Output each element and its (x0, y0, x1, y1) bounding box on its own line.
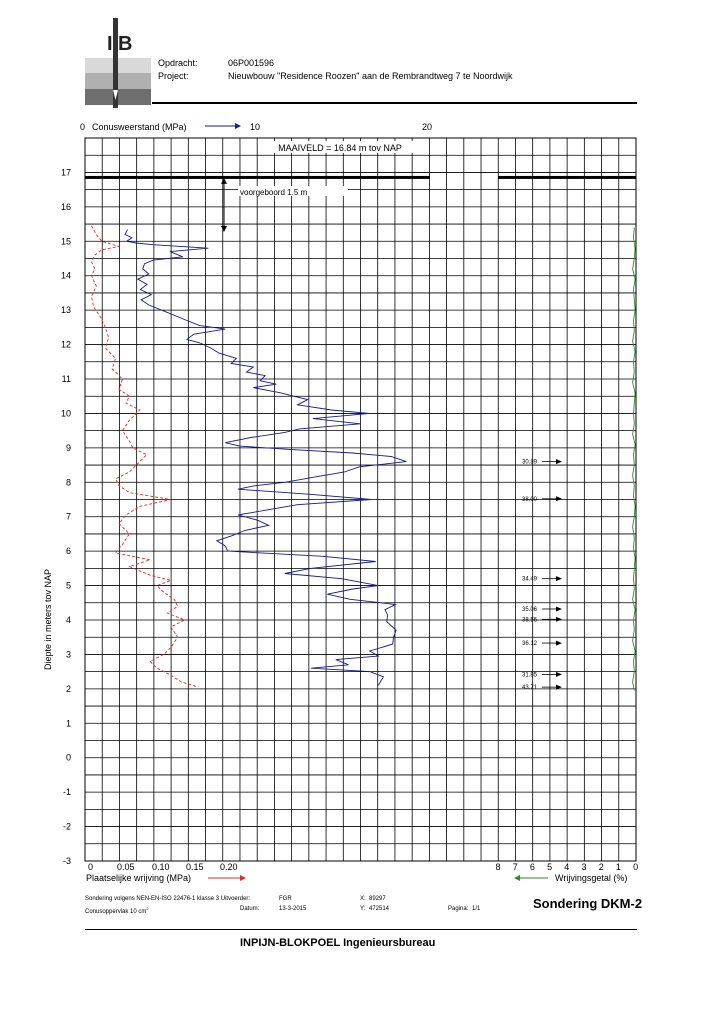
bottom-left-tick: 0 (88, 862, 94, 872)
footer-pagina-value: 1/1 (472, 906, 481, 912)
ratio-legend-arrow (514, 875, 520, 881)
bottom-left-tick: 0.20 (220, 862, 238, 872)
footer-y-label: Y: (360, 906, 366, 912)
y-tick-label: 8 (65, 477, 71, 488)
company-name: INPIJN-BLOKPOEL Ingenieursbureau (240, 937, 436, 949)
footer-uitvoerder: FGR (279, 896, 292, 902)
bottom-right-axis-label: Wrijvingsgetal (%) (555, 873, 628, 883)
offscale-arrowhead (556, 576, 562, 581)
friction-ratio-line (633, 228, 636, 691)
y-tick-label: 9 (65, 442, 71, 453)
y-tick-label: -3 (62, 856, 71, 866)
y-tick-label: 12 (60, 339, 71, 350)
y-tick-label: 1 (65, 718, 71, 729)
bottom-right-tick: 7 (512, 862, 518, 872)
bottom-right-tick: 6 (529, 862, 535, 872)
y-tick-label: 17 (60, 167, 71, 178)
bottom-right-tick: 5 (547, 862, 553, 872)
maaiveld-line-right (498, 176, 636, 179)
y-tick-label: 16 (60, 201, 71, 212)
opdracht-value: 06P001596 (228, 58, 275, 68)
top-axis-tick: 20 (422, 122, 433, 132)
bottom-right-tick: 1 (615, 862, 621, 872)
bottom-right-tick: 0 (633, 862, 639, 872)
sondering-title: Sondering DKM-2 (533, 896, 643, 911)
y-tick-label: -1 (62, 787, 71, 798)
maaiveld-label: MAAIVELD = 16.84 m tov NAP (278, 143, 402, 153)
y-tick-label: 2 (65, 683, 71, 694)
voorgeboord-label: voorgeboord 1.5 m (240, 188, 308, 197)
y-tick-label: 7 (65, 511, 71, 522)
footer-x-value: 89297 (369, 896, 386, 902)
bottom-right-tick: 4 (564, 862, 570, 872)
offscale-value-label: 38.56 (522, 617, 538, 624)
y-tick-label: 6 (65, 546, 71, 557)
chart-grid (85, 138, 636, 861)
footer-x-label: X: (360, 896, 366, 902)
bottom-left-axis-label: Plaatselijke wrijving (MPa) (86, 873, 192, 883)
local-friction-line (92, 226, 199, 687)
project-value: Nieuwbouw "Residence Roozen" aan de Rembrandtweg 7 te Noordwijk (228, 71, 513, 81)
cone-resistance-line (125, 230, 406, 686)
maaiveld-line-left (85, 176, 430, 179)
offscale-arrowhead (556, 606, 562, 611)
top-axis-tick: 10 (250, 122, 261, 132)
offscale-value-label: 34.49 (522, 576, 538, 583)
y-tick-label: 10 (60, 408, 71, 419)
footer-norm-text: Sondering volgens NEN-EN-ISO 22476-1 klasse 3 Uitvoerder: (85, 896, 251, 902)
offscale-arrowhead (556, 459, 562, 464)
top-axis-label: Conusweerstand (MPa) (92, 122, 187, 132)
bottom-left-tick: 0.05 (117, 862, 135, 872)
offscale-arrowhead (556, 641, 562, 646)
chart-series (92, 226, 636, 691)
y-tick-label: 14 (60, 270, 71, 281)
cone-legend-arrow (235, 123, 241, 129)
y-axis-label: Diepte in meters tov NAP (43, 568, 53, 671)
offscale-arrowhead (556, 617, 562, 622)
chart-annotations (522, 459, 562, 691)
svg-text:I: I (107, 33, 113, 55)
y-tick-label: 13 (60, 305, 71, 316)
offscale-value-label: 35.06 (522, 606, 538, 613)
bottom-right-tick: 3 (581, 862, 587, 872)
y-tick-label: 3 (65, 649, 71, 660)
footer-datum-label: Datum: (240, 906, 260, 912)
offscale-value-label: 36.12 (522, 641, 538, 648)
svg-text:B: B (118, 33, 133, 55)
y-tick-label: 11 (61, 374, 71, 384)
footer-pagina-label: Pagina: (448, 906, 469, 912)
footer-rule (85, 929, 637, 930)
offscale-value-label: 30.89 (522, 459, 538, 466)
footer-y-value: 472514 (369, 906, 390, 912)
bottom-right-tick: 8 (495, 862, 501, 872)
y-tick-label: 15 (60, 236, 71, 247)
footer-cone-area: Conusoppervlak 10 $cm^2$ (85, 906, 149, 915)
opdracht-label: Opdracht: (158, 58, 198, 68)
offscale-value-label: 38.00 (522, 496, 538, 503)
y-tick-label: 5 (65, 580, 71, 591)
friction-legend-arrow (240, 875, 246, 881)
voorgeboord-arrowhead-down (221, 226, 227, 232)
y-tick-label: 4 (65, 615, 71, 625)
offscale-arrowhead (556, 672, 562, 677)
y-tick-label: -2 (62, 821, 71, 832)
offscale-value-label: 31.85 (522, 672, 538, 679)
axis-labels (43, 122, 638, 883)
offscale-value-label: 43.71 (522, 685, 538, 692)
offscale-arrowhead (556, 496, 562, 501)
bottom-right-tick: 2 (598, 862, 604, 872)
bottom-left-tick: 0.10 (152, 862, 170, 872)
project-label: Project: (158, 71, 189, 81)
y-tick-label: 0 (65, 752, 71, 763)
footer-datum-value: 13-3-2015 (279, 906, 307, 912)
bottom-left-tick: 0.15 (186, 862, 204, 872)
top-axis-tick: 0 (80, 122, 86, 132)
